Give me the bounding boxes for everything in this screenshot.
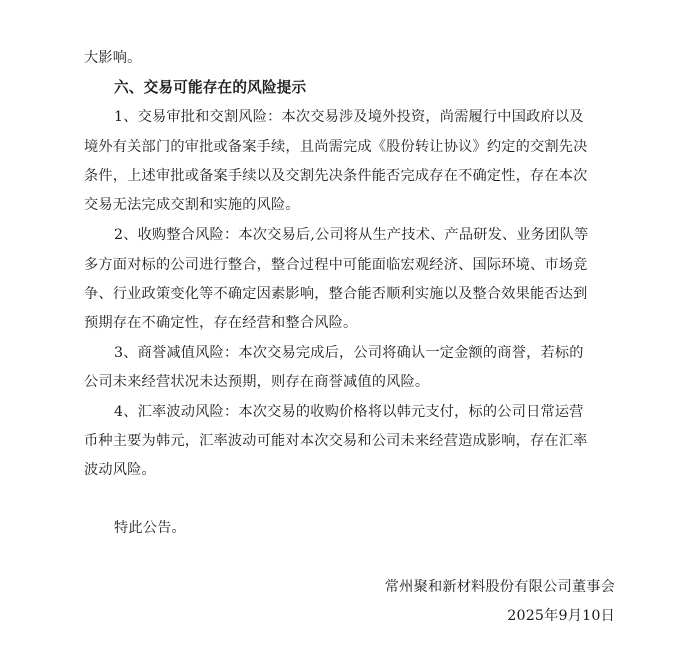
paragraph-line: 争、行业政策变化等不确定因素影响，整合能否顺利实施以及整合效果能否达到 — [84, 286, 588, 302]
paragraph-line: 波动风险。 — [84, 462, 156, 478]
paragraph-line: 境外有关部门的审批或备案手续，且尚需完成《股份转让协议》约定的交割先决 — [84, 139, 588, 155]
paragraph-line: 币种主要为韩元，汇率波动可能对本次交易和公司未来经营造成影响，存在汇率 — [84, 433, 588, 449]
signature-text: 常州聚和新材料股份有限公司董事会 — [384, 579, 615, 595]
paragraph-line: 预期存在不确定性，存在经营和整合风险。 — [84, 315, 358, 331]
paragraph-line: 公司未来经营状况未达预期，则存在商誉减值的风险。 — [84, 374, 430, 390]
carryover-text: 大影响。 — [84, 50, 142, 66]
paragraph-line: 多方面对标的公司进行整合，整合过程中可能面临宏观经济、国际环境、市场竞 — [84, 257, 588, 273]
paragraph-line: 3、商誉减值风险：本次交易完成后，公司将确认一定金额的商誉，若标的 — [114, 345, 584, 361]
section-heading: 六、交易可能存在的风险提示 — [114, 79, 307, 96]
paragraph-line: 4、汇率波动风险：本次交易的收购价格将以韩元支付，标的公司日常运营 — [114, 404, 584, 420]
date-text: 2025年9月10日 — [507, 608, 615, 624]
paragraph-line: 1、交易审批和交割风险：本次交易涉及境外投资，尚需履行中国政府以及 — [114, 109, 584, 125]
closing-text: 特此公告。 — [114, 520, 186, 536]
paragraph-line: 条件，上述审批或备案手续以及交割先决条件能否完成存在不确定性，存在本次 — [84, 168, 588, 184]
paragraph-line: 2、收购整合风险：本次交易后,公司将从生产技术、产品研发、业务团队等 — [114, 227, 589, 243]
paragraph-line: 交易无法完成交割和实施的风险。 — [84, 197, 300, 213]
